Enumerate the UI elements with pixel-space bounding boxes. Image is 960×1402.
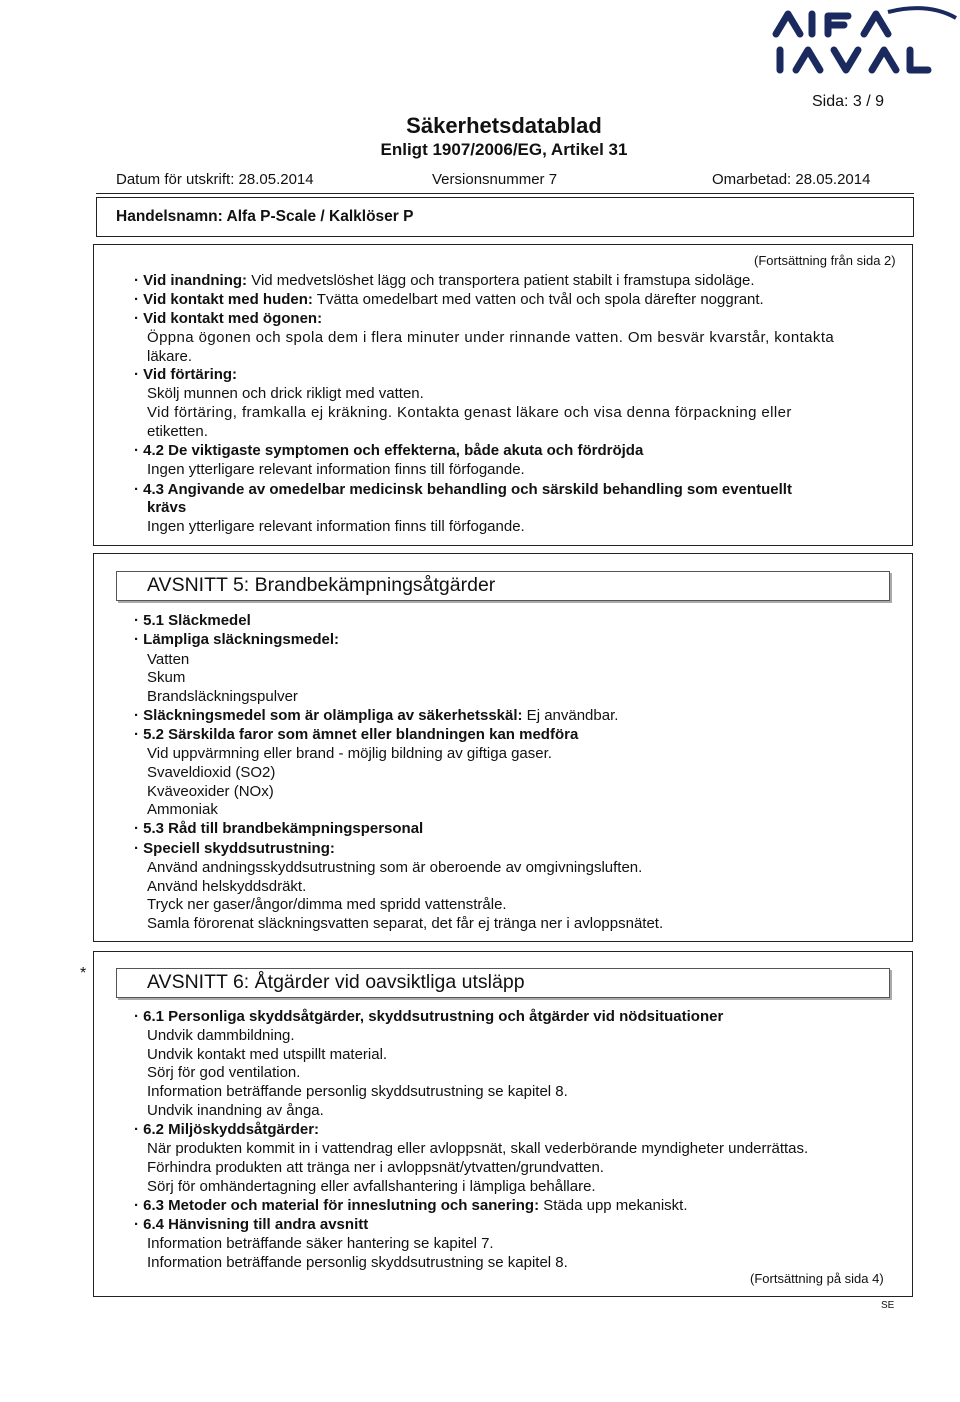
ingestion-text: etiketten. <box>147 423 208 440</box>
s52-item: Kväveoxider (NOx) <box>147 783 274 800</box>
unsuitable-label: · Släckningsmedel som är olämpliga av säkerhetsskäl: <box>134 707 523 724</box>
s52-item: Ammoniak <box>147 801 218 818</box>
suitable-item: Vatten <box>147 651 190 668</box>
s53-heading: · 5.3 Råd till brandbekämpningspersonal <box>134 820 424 837</box>
eyes-label: · Vid kontakt med ögonen: <box>134 310 323 327</box>
s51-heading: · 5.1 Släckmedel <box>134 612 251 629</box>
protective-item: Använd andningsskyddsutrustning som är oberoende av omgivningsluften. <box>147 859 643 876</box>
s64-item: Information beträffande säker hantering se kapitel 7. <box>147 1235 494 1252</box>
s61-heading: · 6.1 Personliga skyddsåtgärder, skyddsutrustning och åtgärder vid nödsituationer <box>134 1008 724 1025</box>
document-subtitle: Enligt 1907/2006/EG, Artikel 31 <box>380 140 628 159</box>
page-number: Sida: 3 / 9 <box>812 93 885 110</box>
s61-item: Undvik kontakt med utspillt material. <box>147 1046 388 1063</box>
s61-item: Sörj för god ventilation. <box>147 1064 301 1081</box>
section5-heading <box>116 571 890 601</box>
alfa-laval-logo <box>768 4 958 76</box>
continued-from: (Fortsättning från sida 2) <box>754 253 896 268</box>
print-date: Datum för utskrift: 28.05.2014 <box>116 171 314 188</box>
s61-item: Undvik inandning av ånga. <box>147 1102 324 1119</box>
s52-heading: · 5.2 Särskilda faror som ämnet eller blandningen kan medföra <box>134 726 579 743</box>
s52-item: Vid uppvärmning eller brand - möjlig bildning av giftiga gaser. <box>147 745 552 762</box>
s43-text: Ingen ytterligare relevant information finns till förfogande. <box>147 518 525 535</box>
s43-heading: · 4.3 Angivande av omedelbar medicinsk behandling och särskild behandling som eventuellt <box>134 481 792 498</box>
suitable-item: Skum <box>147 669 186 686</box>
s43-heading: krävs <box>147 499 187 516</box>
change-marker: * <box>80 965 87 982</box>
protective-item: Använd helskyddsdräkt. <box>147 878 307 895</box>
s62-item: Förhindra produkten att tränga ner i avloppsnät/ytvatten/grundvatten. <box>147 1159 604 1176</box>
s62-item: Sörj för omhändertagning eller avfallshantering i lämpliga behållare. <box>147 1178 596 1195</box>
ingestion-text: Skölj munnen och drick rikligt med vatten. <box>147 385 424 402</box>
skin-line <box>134 291 764 308</box>
section6-heading <box>116 968 890 998</box>
section6-heading-text: AVSNITT 6: Åtgärder vid oavsiktliga utsläpp <box>147 971 525 993</box>
inhalation-text: Vid medvetslöshet lägg och transportera patient stabilt i framstupa sidoläge. <box>247 272 755 289</box>
ingestion-label: · Vid förtäring: <box>134 366 238 383</box>
s63-line <box>134 1197 687 1214</box>
s42-heading: · 4.2 De viktigaste symptomen och effekterna, både akuta och fördröjda <box>134 442 644 459</box>
s61-item: Information beträffande personlig skyddsutrustning se kapitel 8. <box>147 1083 568 1100</box>
inhalation-line <box>134 272 755 289</box>
country-code: SE <box>881 1300 895 1311</box>
continued-on: (Fortsättning på sida 4) <box>750 1271 884 1286</box>
section5-heading-text: AVSNITT 5: Brandbekämpningsåtgärder <box>147 574 496 596</box>
document-title: Säkerhetsdatablad <box>406 113 602 138</box>
s61-item: Undvik dammbildning. <box>147 1027 295 1044</box>
suitable-label: · Lämpliga släckningsmedel: <box>134 631 340 648</box>
s42-text: Ingen ytterligare relevant information finns till förfogande. <box>147 461 525 478</box>
unsuitable-text: Ej användbar. <box>522 707 619 724</box>
suitable-item: Brandsläckningspulver <box>147 688 298 705</box>
s62-item: När produkten kommit in i vattendrag eller avloppsnät, skall vederbörande myndigheter underrättas. <box>147 1140 809 1157</box>
skin-text: Tvätta omedelbart med vatten och tvål och spola därefter noggrant. <box>312 291 764 308</box>
version-number: Versionsnummer 7 <box>432 171 558 188</box>
protective-item: Samla förorenat släckningsvatten separat, det får ej tränga ner i avloppsnätet. <box>147 915 664 932</box>
s63-text: Städa upp mekaniskt. <box>539 1197 688 1214</box>
revised-date: Omarbetad: 28.05.2014 <box>712 171 871 188</box>
s52-item: Svaveldioxid (SO2) <box>147 764 276 781</box>
ingestion-text: Vid förtäring, framkalla ej kräkning. Kontakta genast läkare och visa denna förpackning eller <box>147 404 792 421</box>
protective-item: Tryck ner gaser/ångor/dimma med spridd vattenstråle. <box>147 896 507 913</box>
s62-heading: · 6.2 Miljöskyddsåtgärder: <box>134 1121 320 1138</box>
s64-item: Information beträffande personlig skyddsutrustning se kapitel 8. <box>147 1254 568 1271</box>
skin-label: · Vid kontakt med huden: <box>134 291 313 308</box>
s63-heading: · 6.3 Metoder och material för inneslutning och sanering: <box>134 1197 540 1214</box>
eyes-text: Öppna ögonen och spola dem i flera minuter under rinnande vatten. Om besvär kvarstår, kontakta <box>147 329 835 346</box>
header-rule <box>96 193 914 194</box>
eyes-text: läkare. <box>147 348 193 365</box>
inhalation-label: · Vid inandning: <box>134 272 248 289</box>
trade-name: Handelsnamn: Alfa P-Scale / Kalklöser P <box>116 208 414 225</box>
protective-label: · Speciell skyddsutrustning: <box>134 840 335 857</box>
unsuitable-line <box>134 707 618 724</box>
s64-heading: · 6.4 Hänvisning till andra avsnitt <box>134 1216 369 1233</box>
